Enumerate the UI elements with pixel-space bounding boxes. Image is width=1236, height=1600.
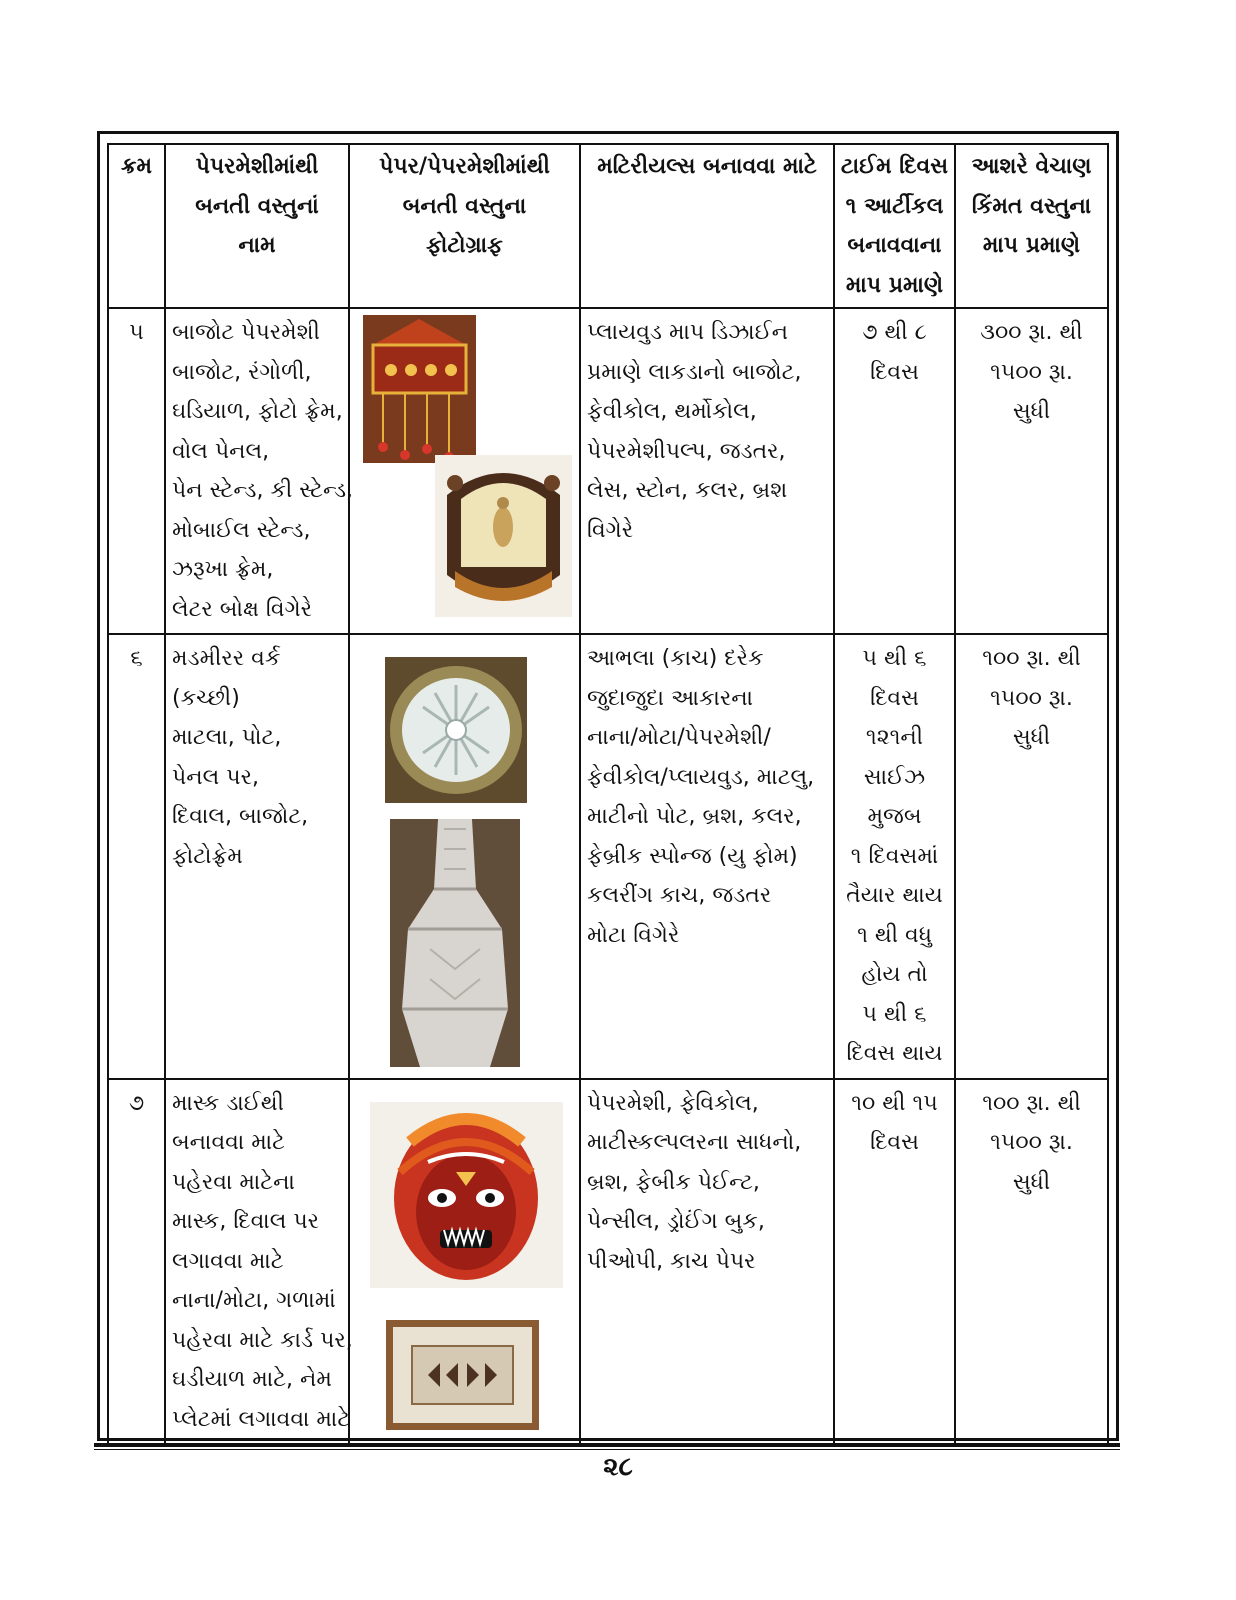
table-row	[108, 634, 1108, 1079]
photo-cell	[349, 308, 580, 634]
header-time: ટાઈમ દિવસ ૧ આર્ટીકલ બનાવવાના માપ પ્રમાણે	[834, 144, 955, 308]
item-names: માસ્ક ડાઈથી બનાવવા માટે પહેરવા માટેના માસ્ક, દિવાલ પર લગાવવા માટે નાના/મોટા, ગળામાં પહેરવા માટે કાર્ડ પર, ઘડીયાળ માટે, નેમ પ્લેટમાં લગાવવા માટે	[165, 1079, 349, 1445]
time-days: ૧૦ થી ૧૫ દિવસ	[834, 1079, 955, 1445]
approx-price: ૧૦૦ રૂા. થી ૧૫૦૦ રૂા. સુધી	[955, 634, 1108, 1079]
mask-photo	[370, 1102, 563, 1288]
wall-hanging-photo	[363, 315, 476, 463]
header-serial: ક્રમ	[108, 144, 165, 308]
header-photograph: પેપર/પેપરમેશીમાંથી બનતી વસ્તુના ફોટોગ્રાફ	[349, 144, 580, 308]
materials: આભલા (કાચ) દરેક જુદાજુદા આકારના નાના/મોટા/પેપરમેશી/ ફેવીકોલ/પ્લાયવુડ, માટલુ, માટીનો પોટ, બ્રશ, કલર, ફેબ્રીક સ્પોન્જ (યુ ફોમ) કલરીંગ કાચ, જડતર મોટા વિગેરે	[580, 634, 834, 1079]
materials: પ્લાયવુડ માપ ડિઝાઈન પ્રમાણે લાકડાનો બાજોટ, ફેવીકોલ, થર્મોકોલ, પેપરમેશીપલ્પ, જડતર, લેસ, સ્ટોન, કલર, બ્રશ વિગેરે	[580, 308, 834, 634]
time-days: ૭ થી ૮ દિવસ	[834, 308, 955, 634]
photo-cell	[349, 1079, 580, 1445]
mirror-plate-photo	[385, 657, 527, 803]
jharokha-frame-photo	[435, 455, 572, 617]
serial-number: ૫	[108, 308, 165, 634]
serial-number: ૭	[108, 1079, 165, 1445]
table-row	[108, 308, 1108, 634]
table-row	[108, 1079, 1108, 1445]
header-item-name: પેપરમેશીમાંથી બનતી વસ્તુનાં નામ	[165, 144, 349, 308]
products-table	[107, 143, 1109, 1445]
framed-art-photo	[386, 1320, 539, 1430]
approx-price: ૧૦૦ રૂા. થી ૧૫૦૦ રૂા. સુધી	[955, 1079, 1108, 1445]
materials: પેપરમેશી, ફેવિકોલ, માટીસ્કલ્પલરના સાધનો, બ્રશ, ફેબીક પેઈન્ટ, પેન્સીલ, ડ્રોઈંગ બુક, પીઓપી, કાચ પેપર	[580, 1079, 834, 1445]
header-materials: મટિરીયલ્સ બનાવવા માટે	[580, 144, 834, 308]
footer-rule-thick	[94, 1443, 1120, 1447]
photo-cell	[349, 634, 580, 1079]
item-names: મડમીરર વર્ક (કચ્છી) માટલા, પોટ, પેનલ પર, દિવાલ, બાજોટ, ફોટોફ્રેમ	[165, 634, 349, 1079]
serial-number: ૬	[108, 634, 165, 1079]
approx-price: ૩૦૦ રૂા. થી ૧૫૦૦ રૂા. સુધી	[955, 308, 1108, 634]
page-number: ૨૮	[603, 1452, 633, 1482]
item-names: બાજોટ પેપરમેશી બાજોટ, રંગોળી, ઘડિયાળ, ફોટો ફ્રેમ, વોલ પેનલ, પેન સ્ટેન્ડ, કી સ્ટેન્ડ, મોબાઈલ સ્ટેન્ડ, ઝરૂખા ફ્રેમ, લેટર બોક્ષ વિગેરે	[165, 308, 349, 634]
vase-photo	[390, 819, 520, 1067]
header-price: આશરે વેચાણ કિંમત વસ્તુના માપ પ્રમાણે	[955, 144, 1108, 308]
time-days: ૫ થી ૬ દિવસ ૧૨૧ની સાઈઝ મુજબ ૧ દિવસમાં તૈયાર થાય ૧ થી વધુ હોય તો ૫ થી ૬ દિવસ થાય	[834, 634, 955, 1079]
header-row	[108, 144, 1108, 308]
footer-rule-thin	[94, 1449, 1120, 1450]
